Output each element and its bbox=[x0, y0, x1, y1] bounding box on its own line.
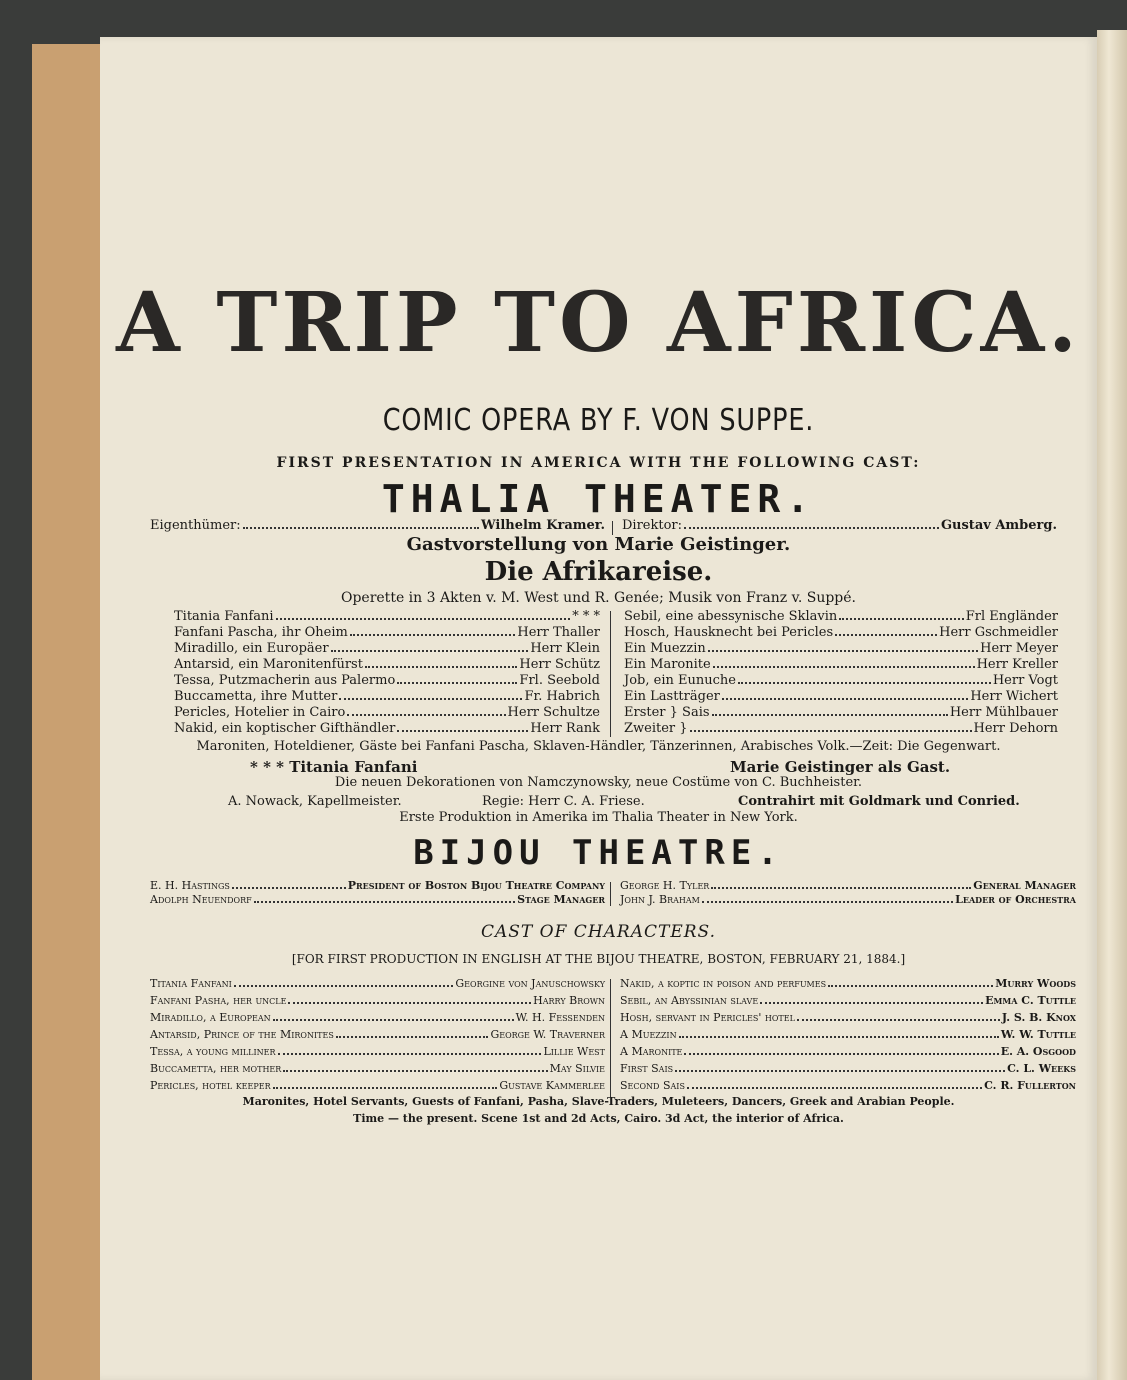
star-actor: Marie Geistinger als Gast. bbox=[730, 758, 951, 776]
bijou-theatre-heading: BIJOU THEATRE. bbox=[413, 833, 784, 873]
thalia-extras: Maroniten, Hoteldiener, Gäste bei Fanfani Pascha, Sklaven-Händler, Tänzerinnen, Arabisches Volk.—Zeit: Die Gegenwart. bbox=[196, 739, 1001, 754]
list-item: Nakid, ein koptischer Gifthändler Herr Rank bbox=[174, 721, 600, 736]
list-item: A Muezzin W. W. Tuttle bbox=[620, 1028, 1076, 1041]
first-presentation-line: FIRST PRESENTATION IN AMERICA WITH THE FOLLOWING CAST: bbox=[276, 455, 921, 471]
staff-row: John J. Braham Leader of Orchestra bbox=[620, 893, 1076, 906]
bijou-extras: Maronites, Hotel Servants, Guests of Fanfani, Pasha, Slave-Traders, Muleteers, Dancers, Greek and Arabian People. bbox=[242, 1095, 955, 1108]
contract-line: Contrahirt mit Goldmark und Conried. bbox=[738, 794, 1020, 809]
staff-row: Adolph Neuendorf Stage Manager bbox=[150, 893, 605, 906]
thalia-theater-heading: THALIA THEATER. bbox=[381, 477, 816, 521]
list-item: Buccametta, her mother May Silvie bbox=[150, 1062, 605, 1075]
list-item: Zweiter } Herr Dehorn bbox=[624, 721, 1058, 736]
list-item: Ein Lastträger Herr Wichert bbox=[624, 689, 1058, 704]
page-edge bbox=[1097, 30, 1127, 1380]
list-item: Tessa, Putzmacherin aus Palermo Frl. Seebold bbox=[174, 673, 600, 688]
owner-name: Wilhelm Kramer. bbox=[481, 518, 605, 533]
regie: Regie: Herr C. A. Friese. bbox=[482, 794, 645, 809]
page-title: A TRIP TO AFRICA. bbox=[116, 275, 1081, 371]
list-item: Titania Fanfani * * * bbox=[174, 609, 600, 624]
list-item: Sebil, an Abyssinian slave Emma C. Tuttle bbox=[620, 994, 1076, 1007]
director-row bbox=[622, 518, 1057, 533]
list-item: Hosh, servant in Pericles' hotel J. S. B. Knox bbox=[620, 1011, 1076, 1024]
guest-performance-line: Gastvorstellung von Marie Geistinger. bbox=[406, 534, 791, 555]
cast-heading: CAST OF CHARACTERS. bbox=[481, 922, 716, 942]
staff-row: George H. Tyler General Manager bbox=[620, 879, 1076, 892]
list-item: Antarsid, Prince of the Mironites George W. Traverner bbox=[150, 1028, 605, 1041]
list-item: Job, ein Eunuche Herr Vogt bbox=[624, 673, 1058, 688]
director-name: Gustav Amberg. bbox=[940, 518, 1057, 533]
list-item: Tessa, a young milliner Lillie West bbox=[150, 1045, 605, 1058]
list-item: Miradillo, a European W. H. Fessenden bbox=[150, 1011, 605, 1024]
list-item: Buccametta, ihre Mutter Fr. Habrich bbox=[174, 689, 600, 704]
owner-row bbox=[150, 518, 605, 533]
first-production-line: Erste Produktion in Amerika im Thalia Theater in New York. bbox=[399, 810, 798, 825]
decorations-credit: Die neuen Dekorationen von Namczynowsky, neue Costüme von C. Buchheister. bbox=[334, 775, 863, 790]
list-item: First Sais C. L. Weeks bbox=[620, 1062, 1076, 1075]
star-role: * * * Titania Fanfani bbox=[250, 758, 418, 776]
list-item: Sebil, eine abessynische Sklavin Frl Engländer bbox=[624, 609, 1058, 624]
staff-row: E. H. Hastings President of Boston Bijou Theatre Company bbox=[150, 879, 605, 892]
play-title: Die Afrikareise. bbox=[484, 557, 713, 587]
list-item: Fanfani Pasha, her uncle Harry Brown bbox=[150, 994, 605, 1007]
list-item: Fanfani Pascha, ihr Oheim Herr Thaller bbox=[174, 625, 600, 640]
list-item: Erster } Sais Herr Mühlbauer bbox=[624, 705, 1058, 720]
list-item: Miradillo, ein Europäer Herr Klein bbox=[174, 641, 600, 656]
production-note: [FOR FIRST PRODUCTION IN ENGLISH AT THE BIJOU THEATRE, BOSTON, FEBRUARY 21, 1884.] bbox=[291, 952, 906, 966]
list-item: Titania Fanfani Georgine von Januschowsky bbox=[150, 977, 605, 990]
owner-label: Eigenthümer: bbox=[150, 518, 241, 533]
kapellmeister: A. Nowack, Kapellmeister. bbox=[228, 794, 402, 809]
time-line: Time — the present. Scene 1st and 2d Acts, Cairo. 3d Act, the interior of Africa. bbox=[353, 1112, 844, 1125]
list-item: A Maronite E. A. Osgood bbox=[620, 1045, 1076, 1058]
list-item: Ein Muezzin Herr Meyer bbox=[624, 641, 1058, 656]
list-item: Pericles, hotel keeper Gustave Kammerlee bbox=[150, 1079, 605, 1092]
list-item: Hosch, Hausknecht bei Pericles Herr Gschmeidler bbox=[624, 625, 1058, 640]
director-label: Direktor: bbox=[622, 518, 683, 533]
subtitle: COMIC OPERA BY F. VON SUPPE. bbox=[382, 403, 815, 438]
list-item: Nakid, a koptic in poison and perfumes Murry Woods bbox=[620, 977, 1076, 990]
list-item: Antarsid, ein Maronitenfürst Herr Schütz bbox=[174, 657, 600, 672]
list-item: Second Sais C. R. Fullerton bbox=[620, 1079, 1076, 1092]
program-page bbox=[100, 37, 1097, 1380]
list-item: Ein Maronite Herr Kreller bbox=[624, 657, 1058, 672]
list-item: Pericles, Hotelier in Cairo Herr Schultze bbox=[174, 705, 600, 720]
operette-credits: Operette in 3 Akten v. M. West und R. Genée; Musik von Franz v. Suppé. bbox=[340, 590, 856, 606]
